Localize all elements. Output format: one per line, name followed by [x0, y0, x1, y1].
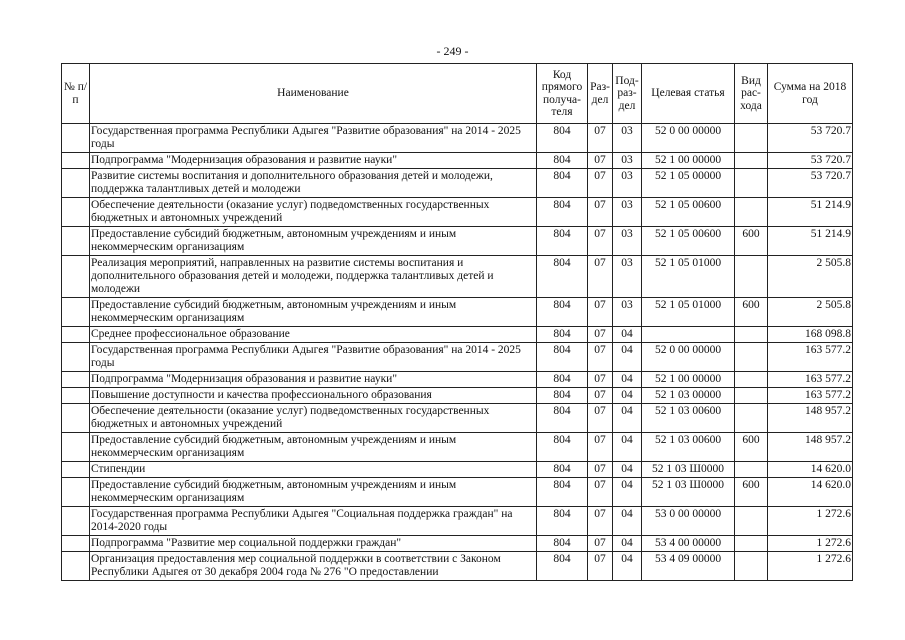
- cell-podrazdel: 04: [613, 552, 642, 581]
- cell-name: Обеспечение деятельности (оказание услуг) подведомственных государственных бюджетных и автономных учреждений: [90, 404, 537, 433]
- cell-vid: 600: [735, 433, 768, 462]
- cell-name: Повышение доступности и качества профессионального образования: [90, 388, 537, 404]
- cell-sum: 51 214.9: [768, 198, 853, 227]
- cell-vid: [735, 198, 768, 227]
- cell-podrazdel: 04: [613, 433, 642, 462]
- cell-target: 52 1 05 00600: [642, 227, 735, 256]
- cell-razdel: 07: [588, 298, 613, 327]
- cell-num: [62, 552, 90, 581]
- table-row: [62, 433, 853, 462]
- cell-name: Государственная программа Республики Адыгея "Развитие образования" на 2014 - 2025 годы: [90, 124, 537, 153]
- cell-sum: 168 098.8: [768, 327, 853, 343]
- cell-target: 52 1 00 00000: [642, 372, 735, 388]
- cell-name: Государственная программа Республики Адыгея "Социальная поддержка граждан" на 2014-2020 годы: [90, 507, 537, 536]
- cell-razdel: 07: [588, 198, 613, 227]
- cell-target: 52 1 05 01000: [642, 298, 735, 327]
- cell-sum: 14 620.0: [768, 462, 853, 478]
- cell-sum: 53 720.7: [768, 124, 853, 153]
- cell-vid: [735, 256, 768, 298]
- cell-razdel: 07: [588, 478, 613, 507]
- cell-sum: 163 577.2: [768, 388, 853, 404]
- cell-name: Организация предоставления мер социальной поддержки в соответствии с Законом Республики Адыгея от 30 декабря 2004 года № 276 "О предоставлении: [90, 552, 537, 581]
- table-row: [62, 124, 853, 153]
- cell-num: [62, 227, 90, 256]
- cell-vid: 600: [735, 298, 768, 327]
- cell-sum: 51 214.9: [768, 227, 853, 256]
- cell-num: [62, 388, 90, 404]
- cell-num: [62, 404, 90, 433]
- table-row: [62, 327, 853, 343]
- header-code: Код прямого получа-теля: [537, 64, 588, 124]
- table-row: [62, 478, 853, 507]
- cell-podrazdel: 04: [613, 536, 642, 552]
- cell-razdel: 07: [588, 256, 613, 298]
- cell-code: 804: [537, 433, 588, 462]
- cell-podrazdel: 03: [613, 298, 642, 327]
- cell-name: Подпрограмма "Модернизация образования и развитие науки": [90, 153, 537, 169]
- table-header-row: [62, 64, 853, 124]
- cell-code: 804: [537, 552, 588, 581]
- cell-vid: [735, 124, 768, 153]
- cell-code: 804: [537, 169, 588, 198]
- header-num: № п/п: [62, 64, 90, 124]
- cell-podrazdel: 04: [613, 462, 642, 478]
- cell-num: [62, 462, 90, 478]
- cell-sum: 148 957.2: [768, 404, 853, 433]
- cell-num: [62, 298, 90, 327]
- cell-vid: [735, 404, 768, 433]
- cell-name: Среднее профессиональное образование: [90, 327, 537, 343]
- cell-razdel: 07: [588, 507, 613, 536]
- cell-name: Предоставление субсидий бюджетным, автономным учреждениям и иным некоммерческим организациям: [90, 298, 537, 327]
- cell-code: 804: [537, 153, 588, 169]
- budget-table: [61, 63, 853, 581]
- cell-podrazdel: 03: [613, 198, 642, 227]
- header-target: Целевая статья: [642, 64, 735, 124]
- cell-razdel: 07: [588, 124, 613, 153]
- cell-sum: 14 620.0: [768, 478, 853, 507]
- header-name: Наименование: [90, 64, 537, 124]
- cell-code: 804: [537, 298, 588, 327]
- cell-code: 804: [537, 372, 588, 388]
- cell-name: Предоставление субсидий бюджетным, автономным учреждениям и иным некоммерческим организациям: [90, 478, 537, 507]
- header-sum: Сумма на 2018 год: [768, 64, 853, 124]
- cell-target: 52 1 03 00600: [642, 433, 735, 462]
- cell-razdel: 07: [588, 536, 613, 552]
- cell-num: [62, 198, 90, 227]
- cell-target: 53 4 00 00000: [642, 536, 735, 552]
- cell-name: Предоставление субсидий бюджетным, автономным учреждениям и иным некоммерческим организациям: [90, 227, 537, 256]
- table-row: [62, 343, 853, 372]
- cell-num: [62, 327, 90, 343]
- cell-podrazdel: 04: [613, 327, 642, 343]
- cell-num: [62, 478, 90, 507]
- cell-code: 804: [537, 388, 588, 404]
- cell-podrazdel: 04: [613, 388, 642, 404]
- cell-vid: [735, 388, 768, 404]
- cell-vid: 600: [735, 478, 768, 507]
- cell-name: Реализация мероприятий, направленных на развитие системы воспитания и дополнительного образования детей и молодежи, поддержка талантливых детей и молодежи: [90, 256, 537, 298]
- cell-sum: 163 577.2: [768, 372, 853, 388]
- table-row: [62, 256, 853, 298]
- cell-razdel: 07: [588, 327, 613, 343]
- cell-name: Стипендии: [90, 462, 537, 478]
- cell-name: Подпрограмма "Развитие мер социальной поддержки граждан": [90, 536, 537, 552]
- cell-code: 804: [537, 462, 588, 478]
- cell-name: Развитие системы воспитания и дополнительного образования детей и молодежи, поддержка талантливых детей и молодежи: [90, 169, 537, 198]
- cell-target: 52 1 03 00000: [642, 388, 735, 404]
- table-row: [62, 552, 853, 581]
- cell-sum: 148 957.2: [768, 433, 853, 462]
- cell-podrazdel: 03: [613, 169, 642, 198]
- cell-code: 804: [537, 227, 588, 256]
- table-row: [62, 404, 853, 433]
- cell-num: [62, 343, 90, 372]
- cell-razdel: 07: [588, 388, 613, 404]
- header-podrazdel: Под-раз-дел: [613, 64, 642, 124]
- cell-target: 52 1 03 Ш0000: [642, 478, 735, 507]
- cell-num: [62, 433, 90, 462]
- cell-code: 804: [537, 256, 588, 298]
- cell-razdel: 07: [588, 169, 613, 198]
- cell-vid: [735, 462, 768, 478]
- cell-num: [62, 169, 90, 198]
- cell-num: [62, 153, 90, 169]
- cell-vid: [735, 372, 768, 388]
- cell-razdel: 07: [588, 552, 613, 581]
- cell-code: 804: [537, 507, 588, 536]
- cell-num: [62, 507, 90, 536]
- cell-razdel: 07: [588, 343, 613, 372]
- cell-code: 804: [537, 478, 588, 507]
- table-row: [62, 536, 853, 552]
- cell-num: [62, 536, 90, 552]
- cell-target: 52 1 05 00600: [642, 198, 735, 227]
- cell-target: 52 0 00 00000: [642, 343, 735, 372]
- table-row: [62, 372, 853, 388]
- cell-razdel: 07: [588, 372, 613, 388]
- cell-num: [62, 256, 90, 298]
- cell-vid: 600: [735, 227, 768, 256]
- cell-sum: 163 577.2: [768, 343, 853, 372]
- cell-sum: 2 505.8: [768, 298, 853, 327]
- cell-code: 804: [537, 536, 588, 552]
- cell-code: 804: [537, 343, 588, 372]
- table-row: [62, 462, 853, 478]
- cell-vid: [735, 507, 768, 536]
- cell-target: 52 1 05 01000: [642, 256, 735, 298]
- cell-podrazdel: 03: [613, 256, 642, 298]
- cell-target: 52 1 03 00600: [642, 404, 735, 433]
- cell-sum: 1 272.6: [768, 507, 853, 536]
- table-row: [62, 198, 853, 227]
- cell-target: 52 0 00 00000: [642, 124, 735, 153]
- table-row: [62, 153, 853, 169]
- cell-name: Обеспечение деятельности (оказание услуг) подведомственных государственных бюджетных и автономных учреждений: [90, 198, 537, 227]
- cell-code: 804: [537, 404, 588, 433]
- cell-razdel: 07: [588, 462, 613, 478]
- cell-sum: 1 272.6: [768, 536, 853, 552]
- page-number: - 249 -: [436, 44, 469, 58]
- cell-vid: [735, 327, 768, 343]
- cell-sum: 1 272.6: [768, 552, 853, 581]
- cell-podrazdel: 04: [613, 372, 642, 388]
- cell-vid: [735, 536, 768, 552]
- cell-code: 804: [537, 198, 588, 227]
- cell-podrazdel: 04: [613, 478, 642, 507]
- cell-razdel: 07: [588, 433, 613, 462]
- cell-target: 53 4 09 00000: [642, 552, 735, 581]
- cell-code: 804: [537, 327, 588, 343]
- cell-sum: 53 720.7: [768, 169, 853, 198]
- table-row: [62, 388, 853, 404]
- header-razdel: Раз-дел: [588, 64, 613, 124]
- table-row: [62, 169, 853, 198]
- cell-vid: [735, 153, 768, 169]
- cell-target: 52 1 05 00000: [642, 169, 735, 198]
- cell-target: [642, 327, 735, 343]
- cell-name: Предоставление субсидий бюджетным, автономным учреждениям и иным некоммерческим организациям: [90, 433, 537, 462]
- cell-target: 52 1 03 Ш0000: [642, 462, 735, 478]
- cell-vid: [735, 169, 768, 198]
- table-row: [62, 227, 853, 256]
- cell-target: 52 1 00 00000: [642, 153, 735, 169]
- cell-vid: [735, 343, 768, 372]
- cell-podrazdel: 03: [613, 124, 642, 153]
- table-body: [62, 124, 853, 581]
- cell-razdel: 07: [588, 227, 613, 256]
- table-row: [62, 507, 853, 536]
- table-row: [62, 298, 853, 327]
- cell-target: 53 0 00 00000: [642, 507, 735, 536]
- cell-num: [62, 124, 90, 153]
- cell-num: [62, 372, 90, 388]
- cell-podrazdel: 04: [613, 404, 642, 433]
- cell-razdel: 07: [588, 153, 613, 169]
- cell-podrazdel: 04: [613, 507, 642, 536]
- cell-razdel: 07: [588, 404, 613, 433]
- cell-podrazdel: 03: [613, 227, 642, 256]
- cell-podrazdel: 03: [613, 153, 642, 169]
- cell-podrazdel: 04: [613, 343, 642, 372]
- cell-sum: 2 505.8: [768, 256, 853, 298]
- cell-name: Государственная программа Республики Адыгея "Развитие образования" на 2014 - 2025 годы: [90, 343, 537, 372]
- cell-vid: [735, 552, 768, 581]
- cell-code: 804: [537, 124, 588, 153]
- cell-name: Подпрограмма "Модернизация образования и развитие науки": [90, 372, 537, 388]
- header-vid: Вид рас-хода: [735, 64, 768, 124]
- cell-sum: 53 720.7: [768, 153, 853, 169]
